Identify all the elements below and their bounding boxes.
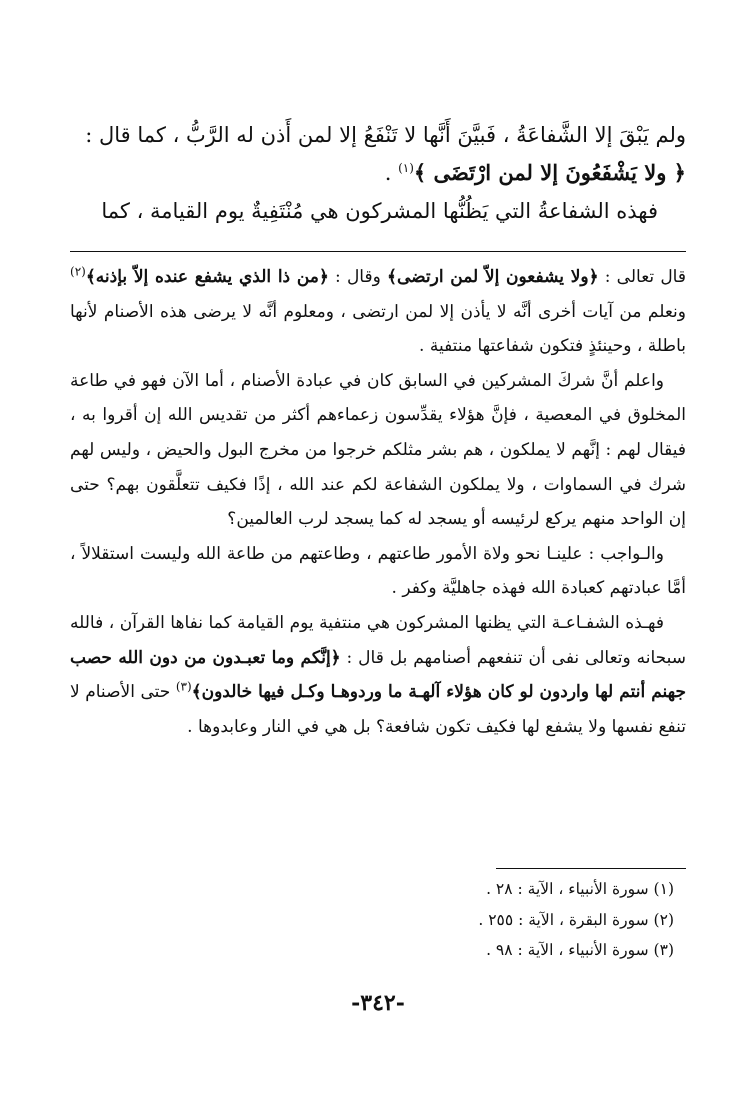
footnote-3: (٣) سورة الأنبياء ، الآية : ٩٨ .	[486, 941, 674, 959]
footnote-ref: (١)	[398, 161, 414, 175]
p1-mid: وقال :	[328, 267, 388, 287]
quran-quote: ﴿ ولا يَشْفَعُونَ إلا لمن ارْتَضَى ﴾	[413, 160, 686, 185]
paragraph-2: واعلم أنَّ شركَ المشركين في السابق كان في عبادة الأصنام ، أما الآن فهو في طاعة المخلوق في المعصية ، فإنَّ هؤلاء يقدِّسون زعماءهم أكثر من تقديس الله إن أقروا به ، فيقال لهم : إنَّهم لا يملكون ، هم بشر مثلكم خرجوا من مخرج البول والحيض ، وليس لهم شرك في السماوات ، ولا يملكون الشفاعة لكم عند الله ، إذًا فكيف تتعلَّقون بهم؟ حتى إن الواحد منهم يركع لرئيسه أو يسجد له كما يسجد لرب العالمين؟	[70, 370, 686, 530]
section-divider	[70, 251, 686, 252]
quran-quote: ﴿إنَّكم وما تعبـدون من دون الله حصب جهنم أنتم لها واردون لو كان هؤلاء آلهـة ما وردوهـا وكـل فيها خالدون﴾	[70, 647, 686, 703]
paragraph-4	[70, 606, 686, 744]
p4-end: حتى الأصنام لا تنفع نفسها ولا يشفع لها فكيف تكون شافعة؟ بل هي في النار وعابدوها .	[70, 682, 686, 737]
paragraph-1	[70, 260, 686, 364]
main-line-2	[70, 154, 686, 192]
book-page	[70, 0, 686, 1105]
line-end: .	[384, 161, 399, 185]
commentary-text	[70, 260, 686, 744]
footnote-2: (٢) سورة البقرة ، الآية : ٢٥٥ .	[478, 910, 674, 929]
main-line-1: ولم يَبْقَ إلا الشَّفاعَةُ ، فَبيَّنَ أَنَّها لا تَنْفَعُ إلا لمن أَذن له الرَّبُّ ، كما قال :	[85, 123, 686, 147]
quran-quote: ﴿ولا يشفعون إلاّ لمن ارتضى﴾	[387, 267, 599, 287]
p1-start: قال تعالى :	[598, 267, 686, 287]
page-number: -٣٤٢-	[351, 990, 405, 1016]
footnote-divider	[496, 868, 686, 869]
footnote-ref: (٣)	[175, 679, 192, 694]
p4-start: فهـذه الشفـاعـة التي يظنها المشركون هي منتفية يوم القيامة كما نفاها القرآن ، فالله سبحانه وتعالى نفى أن تنفعهم أصنامهم بل قال :	[70, 612, 686, 668]
footnote-1: (١) سورة الأنبياء ، الآية : ٢٨ .	[486, 880, 674, 898]
footnotes	[70, 874, 674, 966]
footnote-ref: (٢)	[70, 264, 86, 279]
main-line-3: فهذه الشفاعةُ التي يَظُنُّها المشركون هي مُنْتَفِيةٌ يوم القيامة ، كما	[101, 199, 658, 223]
main-text	[70, 116, 686, 230]
paragraph-3: والـواجب : علينـا نحو ولاة الأمور طاعتهم ، وطاعتهم من طاعة الله وليست استقلالاً ، أمَّا عبادتهم كعبادة الله فهذه جاهليَّة وكفر .	[70, 543, 686, 599]
quran-quote: ﴿من ذا الذي يشفع عنده إلاّ بإذنه﴾	[85, 267, 329, 287]
p1-end: ونعلم من آيات أخرى أنَّه لا يأذن إلا لمن ارتضى ، ومعلوم أنَّه لا يرضى هذه الأصنام لأنها باطلة ، وحينئذٍ فتكون شفاعتها منتفية .	[70, 301, 686, 357]
